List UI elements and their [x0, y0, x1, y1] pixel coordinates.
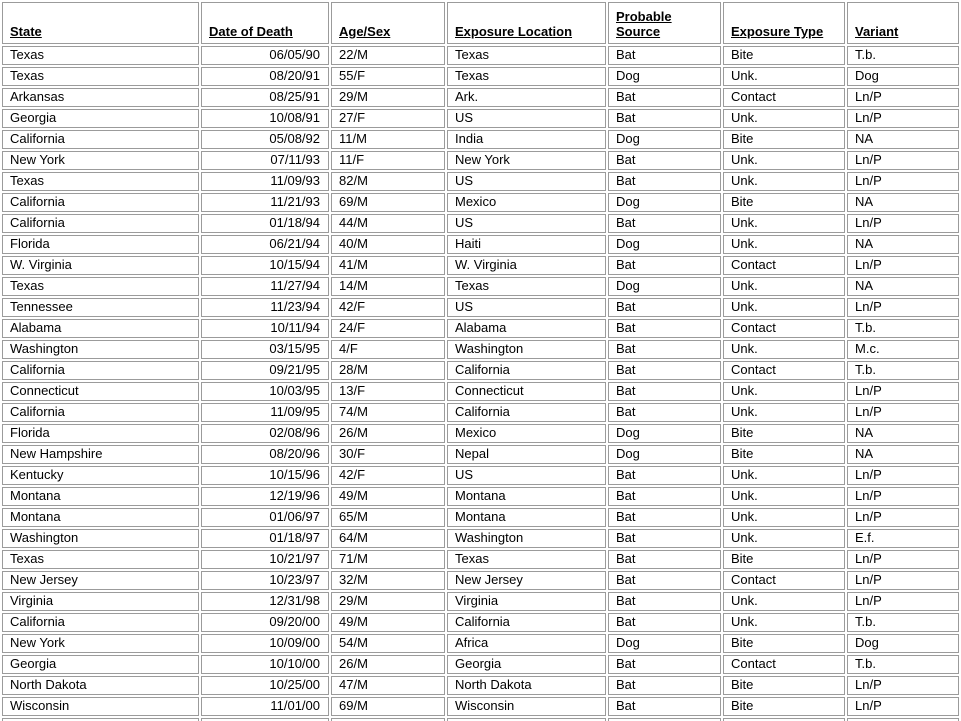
cell-probable-source: Dog [608, 277, 721, 296]
cell-variant: NA [847, 424, 959, 443]
cell-age-sex: 11/F [331, 151, 445, 170]
column-header-state: State [2, 2, 199, 44]
cell-date-of-death: 11/09/93 [201, 172, 329, 191]
table-row [2, 697, 959, 716]
cell-probable-source: Dog [608, 193, 721, 212]
cell-probable-source: Bat [608, 88, 721, 107]
cell-state: California [2, 214, 199, 233]
cell-variant: Ln/P [847, 88, 959, 107]
cell-exposure-location: Washington [447, 340, 606, 359]
cell-probable-source: Bat [608, 613, 721, 632]
cell-age-sex: 55/F [331, 67, 445, 86]
cell-variant: Ln/P [847, 676, 959, 695]
cell-date-of-death: 01/18/94 [201, 214, 329, 233]
cell-exposure-type: Contact [723, 88, 845, 107]
cell-age-sex: 47/M [331, 676, 445, 695]
table-row [2, 256, 959, 275]
cell-exposure-type: Unk. [723, 151, 845, 170]
cell-variant: E.f. [847, 529, 959, 548]
cell-exposure-location: Connecticut [447, 382, 606, 401]
cell-exposure-location: Texas [447, 46, 606, 65]
table-row [2, 634, 959, 653]
cell-exposure-location: Texas [447, 277, 606, 296]
cell-variant: Dog [847, 634, 959, 653]
header-row [2, 2, 959, 44]
cell-variant: NA [847, 130, 959, 149]
cell-probable-source: Bat [608, 697, 721, 716]
cell-date-of-death: 06/21/94 [201, 235, 329, 254]
cell-age-sex: 64/M [331, 529, 445, 548]
table-row [2, 466, 959, 485]
cell-probable-source: Dog [608, 67, 721, 86]
cell-date-of-death: 07/11/93 [201, 151, 329, 170]
cell-exposure-type: Unk. [723, 382, 845, 401]
cell-probable-source: Bat [608, 508, 721, 527]
cell-exposure-type: Unk. [723, 487, 845, 506]
cell-age-sex: 54/M [331, 634, 445, 653]
cell-exposure-type: Unk. [723, 277, 845, 296]
cell-variant: Ln/P [847, 592, 959, 611]
cell-probable-source: Bat [608, 676, 721, 695]
cell-probable-source: Bat [608, 403, 721, 422]
cell-probable-source: Bat [608, 466, 721, 485]
cell-probable-source: Bat [608, 46, 721, 65]
cell-probable-source: Bat [608, 382, 721, 401]
cell-age-sex: 13/F [331, 382, 445, 401]
cell-probable-source: Bat [608, 109, 721, 128]
cell-exposure-location: Georgia [447, 655, 606, 674]
cell-exposure-type: Unk. [723, 235, 845, 254]
column-header-date-of-death: Date of Death [201, 2, 329, 44]
cell-age-sex: 69/M [331, 193, 445, 212]
cell-date-of-death: 03/15/95 [201, 340, 329, 359]
cell-age-sex: 32/M [331, 571, 445, 590]
cell-state: Tennessee [2, 298, 199, 317]
table-row [2, 403, 959, 422]
table-row [2, 550, 959, 569]
cell-age-sex: 42/F [331, 298, 445, 317]
cell-state: New Hampshire [2, 445, 199, 464]
cell-probable-source: Dog [608, 424, 721, 443]
table-row [2, 109, 959, 128]
cell-exposure-type: Unk. [723, 298, 845, 317]
cell-exposure-type: Unk. [723, 214, 845, 233]
cell-exposure-location: New York [447, 151, 606, 170]
cell-exposure-location: India [447, 130, 606, 149]
table-row [2, 592, 959, 611]
cell-age-sex: 65/M [331, 508, 445, 527]
cell-state: Alabama [2, 319, 199, 338]
cell-date-of-death: 10/21/97 [201, 550, 329, 569]
cell-exposure-location: Wisconsin [447, 697, 606, 716]
cell-exposure-location: Alabama [447, 319, 606, 338]
cell-date-of-death: 10/09/00 [201, 634, 329, 653]
cell-date-of-death: 06/05/90 [201, 46, 329, 65]
cell-variant: Ln/P [847, 697, 959, 716]
cell-exposure-location: US [447, 298, 606, 317]
cell-probable-source: Dog [608, 235, 721, 254]
cell-exposure-type: Bite [723, 634, 845, 653]
cell-exposure-type: Contact [723, 655, 845, 674]
cell-age-sex: 82/M [331, 172, 445, 191]
cell-variant: T.b. [847, 655, 959, 674]
table-row [2, 361, 959, 380]
cell-date-of-death: 10/15/96 [201, 466, 329, 485]
table-row [2, 571, 959, 590]
cell-variant: NA [847, 235, 959, 254]
cell-exposure-type: Unk. [723, 592, 845, 611]
cell-variant: Ln/P [847, 109, 959, 128]
cell-date-of-death: 10/10/00 [201, 655, 329, 674]
table-row [2, 319, 959, 338]
cell-state: New York [2, 634, 199, 653]
cell-exposure-location: US [447, 172, 606, 191]
cell-variant: M.c. [847, 340, 959, 359]
cell-date-of-death: 12/31/98 [201, 592, 329, 611]
cell-state: New York [2, 151, 199, 170]
cell-state: Washington [2, 529, 199, 548]
table-row [2, 676, 959, 695]
cell-date-of-death: 01/18/97 [201, 529, 329, 548]
table-row [2, 235, 959, 254]
cell-exposure-type: Contact [723, 361, 845, 380]
cell-exposure-location: Mexico [447, 424, 606, 443]
cell-variant: Ln/P [847, 382, 959, 401]
table-header [2, 2, 959, 44]
cell-state: California [2, 193, 199, 212]
column-header-exposure-type: Exposure Type [723, 2, 845, 44]
cell-exposure-location: US [447, 214, 606, 233]
cell-age-sex: 11/M [331, 130, 445, 149]
cell-probable-source: Bat [608, 529, 721, 548]
cell-probable-source: Bat [608, 298, 721, 317]
cell-state: Washington [2, 340, 199, 359]
cell-state: North Dakota [2, 676, 199, 695]
cell-exposure-location: Texas [447, 550, 606, 569]
cell-state: Arkansas [2, 88, 199, 107]
cell-age-sex: 41/M [331, 256, 445, 275]
column-header-variant: Variant [847, 2, 959, 44]
cell-date-of-death: 12/19/96 [201, 487, 329, 506]
cell-date-of-death: 10/08/91 [201, 109, 329, 128]
cell-state: Wisconsin [2, 697, 199, 716]
table-row [2, 382, 959, 401]
table-row [2, 529, 959, 548]
cell-date-of-death: 05/08/92 [201, 130, 329, 149]
cell-probable-source: Bat [608, 655, 721, 674]
cell-probable-source: Bat [608, 487, 721, 506]
table-row [2, 67, 959, 86]
cell-exposure-location: US [447, 109, 606, 128]
cell-state: Montana [2, 508, 199, 527]
table-row [2, 151, 959, 170]
cell-exposure-type: Contact [723, 256, 845, 275]
cell-exposure-location: Texas [447, 67, 606, 86]
cell-date-of-death: 08/25/91 [201, 88, 329, 107]
column-header-probable-source: Probable Source [608, 2, 721, 44]
cell-probable-source: Dog [608, 634, 721, 653]
cell-age-sex: 42/F [331, 466, 445, 485]
cell-age-sex: 69/M [331, 697, 445, 716]
cell-probable-source: Dog [608, 445, 721, 464]
cell-exposure-type: Bite [723, 130, 845, 149]
cell-state: California [2, 613, 199, 632]
cell-age-sex: 74/M [331, 403, 445, 422]
cell-state: Montana [2, 487, 199, 506]
cell-variant: Ln/P [847, 508, 959, 527]
cell-date-of-death: 09/20/00 [201, 613, 329, 632]
cell-probable-source: Bat [608, 214, 721, 233]
cell-age-sex: 30/F [331, 445, 445, 464]
table-row [2, 46, 959, 65]
table-row [2, 424, 959, 443]
cell-exposure-type: Unk. [723, 403, 845, 422]
table-row [2, 487, 959, 506]
cell-variant: NA [847, 193, 959, 212]
cell-probable-source: Bat [608, 256, 721, 275]
cell-variant: Ln/P [847, 487, 959, 506]
cell-state: Florida [2, 235, 199, 254]
cell-age-sex: 29/M [331, 88, 445, 107]
cell-date-of-death: 10/11/94 [201, 319, 329, 338]
table-body [2, 46, 959, 721]
cell-exposure-type: Bite [723, 550, 845, 569]
cell-age-sex: 4/F [331, 340, 445, 359]
cell-age-sex: 26/M [331, 655, 445, 674]
cell-exposure-location: Montana [447, 508, 606, 527]
cell-state: Connecticut [2, 382, 199, 401]
cell-state: Texas [2, 46, 199, 65]
cell-exposure-location: Ark. [447, 88, 606, 107]
cell-exposure-location: California [447, 403, 606, 422]
cell-date-of-death: 08/20/96 [201, 445, 329, 464]
cell-exposure-type: Unk. [723, 67, 845, 86]
cell-exposure-type: Unk. [723, 340, 845, 359]
cell-probable-source: Bat [608, 592, 721, 611]
cell-state: W. Virginia [2, 256, 199, 275]
cell-variant: Ln/P [847, 298, 959, 317]
cell-age-sex: 49/M [331, 487, 445, 506]
cell-state: Virginia [2, 592, 199, 611]
table-row [2, 277, 959, 296]
table-row [2, 172, 959, 191]
cell-exposure-type: Bite [723, 445, 845, 464]
cell-state: Texas [2, 67, 199, 86]
cell-age-sex: 22/M [331, 46, 445, 65]
cell-variant: T.b. [847, 361, 959, 380]
cell-exposure-location: US [447, 466, 606, 485]
cell-probable-source: Bat [608, 571, 721, 590]
cell-variant: NA [847, 445, 959, 464]
cell-date-of-death: 01/06/97 [201, 508, 329, 527]
cell-age-sex: 24/F [331, 319, 445, 338]
cell-exposure-location: Nepal [447, 445, 606, 464]
cell-state: California [2, 130, 199, 149]
cell-probable-source: Bat [608, 172, 721, 191]
cell-age-sex: 14/M [331, 277, 445, 296]
column-header-exposure-location: Exposure Location [447, 2, 606, 44]
cell-exposure-type: Unk. [723, 613, 845, 632]
cell-exposure-location: North Dakota [447, 676, 606, 695]
cell-date-of-death: 02/08/96 [201, 424, 329, 443]
cell-exposure-type: Unk. [723, 466, 845, 485]
cell-exposure-type: Unk. [723, 109, 845, 128]
table-row [2, 193, 959, 212]
cell-exposure-type: Unk. [723, 508, 845, 527]
cell-exposure-type: Contact [723, 319, 845, 338]
cell-exposure-type: Bite [723, 424, 845, 443]
cell-variant: Ln/P [847, 403, 959, 422]
cell-exposure-location: W. Virginia [447, 256, 606, 275]
cell-date-of-death: 11/27/94 [201, 277, 329, 296]
cell-age-sex: 29/M [331, 592, 445, 611]
cell-age-sex: 40/M [331, 235, 445, 254]
cell-state: Kentucky [2, 466, 199, 485]
cell-date-of-death: 11/09/95 [201, 403, 329, 422]
cell-exposure-type: Contact [723, 571, 845, 590]
cell-exposure-type: Unk. [723, 172, 845, 191]
cell-probable-source: Bat [608, 340, 721, 359]
cell-date-of-death: 10/23/97 [201, 571, 329, 590]
column-header-age-sex: Age/Sex [331, 2, 445, 44]
cell-date-of-death: 10/03/95 [201, 382, 329, 401]
cell-date-of-death: 10/15/94 [201, 256, 329, 275]
cell-age-sex: 44/M [331, 214, 445, 233]
cell-exposure-type: Bite [723, 46, 845, 65]
cell-exposure-location: New Jersey [447, 571, 606, 590]
cell-exposure-location: Virginia [447, 592, 606, 611]
cell-exposure-location: Haiti [447, 235, 606, 254]
cell-state: New Jersey [2, 571, 199, 590]
cell-variant: Ln/P [847, 214, 959, 233]
cell-state: Texas [2, 277, 199, 296]
cell-variant: Ln/P [847, 466, 959, 485]
table-row [2, 214, 959, 233]
cell-date-of-death: 11/23/94 [201, 298, 329, 317]
cell-variant: Ln/P [847, 550, 959, 569]
cell-exposure-type: Bite [723, 193, 845, 212]
cell-exposure-location: Washington [447, 529, 606, 548]
cell-state: California [2, 361, 199, 380]
cell-age-sex: 26/M [331, 424, 445, 443]
cell-state: Georgia [2, 109, 199, 128]
cell-exposure-location: California [447, 613, 606, 632]
cell-state: California [2, 403, 199, 422]
cell-state: Texas [2, 550, 199, 569]
cell-probable-source: Bat [608, 319, 721, 338]
table-row [2, 613, 959, 632]
cell-variant: Ln/P [847, 172, 959, 191]
cell-variant: T.b. [847, 46, 959, 65]
table-row [2, 340, 959, 359]
cell-exposure-location: California [447, 361, 606, 380]
cell-probable-source: Bat [608, 550, 721, 569]
cell-date-of-death: 11/01/00 [201, 697, 329, 716]
table-row [2, 508, 959, 527]
cell-variant: Dog [847, 67, 959, 86]
cell-exposure-location: Montana [447, 487, 606, 506]
cell-exposure-location: Africa [447, 634, 606, 653]
cell-date-of-death: 08/20/91 [201, 67, 329, 86]
cell-exposure-location: Mexico [447, 193, 606, 212]
table-row [2, 130, 959, 149]
cell-age-sex: 28/M [331, 361, 445, 380]
cell-variant: T.b. [847, 613, 959, 632]
cell-probable-source: Bat [608, 361, 721, 380]
table-row [2, 88, 959, 107]
cell-age-sex: 49/M [331, 613, 445, 632]
cell-state: Florida [2, 424, 199, 443]
cell-variant: Ln/P [847, 256, 959, 275]
cell-date-of-death: 11/21/93 [201, 193, 329, 212]
cell-exposure-type: Unk. [723, 529, 845, 548]
cell-date-of-death: 09/21/95 [201, 361, 329, 380]
cell-probable-source: Dog [608, 130, 721, 149]
cell-probable-source: Bat [608, 151, 721, 170]
table-row [2, 655, 959, 674]
cell-exposure-type: Bite [723, 676, 845, 695]
cell-state: Texas [2, 172, 199, 191]
cell-variant: T.b. [847, 319, 959, 338]
cell-date-of-death: 10/25/00 [201, 676, 329, 695]
cell-variant: Ln/P [847, 571, 959, 590]
cell-variant: NA [847, 277, 959, 296]
cell-age-sex: 27/F [331, 109, 445, 128]
table-row [2, 445, 959, 464]
cell-age-sex: 71/M [331, 550, 445, 569]
cell-exposure-type: Bite [723, 697, 845, 716]
cell-state: Georgia [2, 655, 199, 674]
table-row [2, 298, 959, 317]
cell-variant: Ln/P [847, 151, 959, 170]
